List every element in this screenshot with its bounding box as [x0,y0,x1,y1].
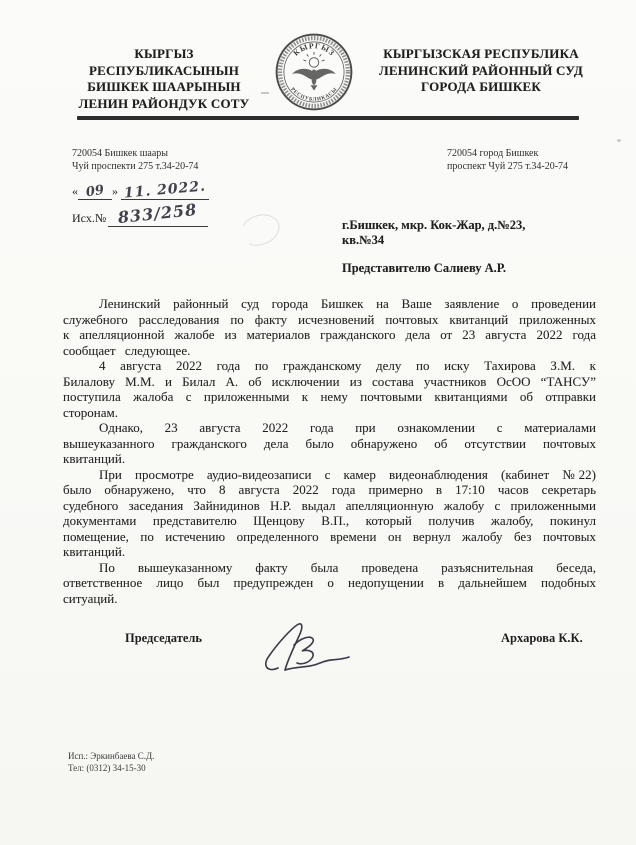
court-address-kyrgyz [72,148,198,173]
seal-top-text: КЫРГЫЗ [291,41,337,58]
scan-speck-dash [261,92,269,94]
body-paragraph: При просмотре аудио-видеозаписи с камер видеонаблюдения (кабинет №22) было обнаружено, что 8 августа 2022 года примерно в 17:10 часов секретарь судебного заседания Зайнидинов Н.Р. выдал апелляционную жалобу с приложенными документами представителю Щенцову В.П., который получив жалобу, покинул помещение, по истечению определенного времени он вернул жалобу без почтовых квитанций. [63,466,596,559]
handwritten-date-day: 09 [84,182,106,201]
recipient-address-line2: кв.№34 [342,232,385,247]
date-day-slot [78,184,112,200]
letterhead-divider-rule [77,116,579,120]
court-address-kyrgyz-line1: 720054 Бишкек шаары [72,148,168,159]
close-guillemet: » [112,184,118,198]
recipient-address-line1: г.Бишкек, мкр. Кок-Жар, д.№23, [342,218,526,232]
outgoing-number-label: Исх.№ [72,211,107,225]
open-guillemet: « [72,184,78,198]
body-paragraph: Однако, 23 августа 2022 года при ознакомлении с материалами вышеуказанного гражданского дела было обнаружено об отсутствии почтовых квитанций. [63,420,596,466]
outgoing-number-line [72,199,208,228]
letter-date-line [72,178,209,202]
court-address-russian-line1: 720054 город Бишкек [447,148,539,159]
letterhead-russian [378,46,584,96]
scan-ring-artifact [236,209,284,251]
handwritten-date-month-year: 11. 2022. [123,178,207,202]
executor-phone: Тел: (0312) 34-15-30 [68,762,146,773]
seal-eagle-icon [292,69,336,91]
scan-speck-dot [617,139,621,142]
court-address-kyrgyz-line2: Чуй проспекти 275 т.34-20-74 [72,160,199,172]
signature-icon [256,618,356,680]
body-paragraph: По вышеуказанному факту была проведена разъяснительная беседа, ответственное лицо был предупрежден о недопущении в дальнейшем подобных ситуаций. [63,559,596,606]
signer-title: Председатель [125,631,203,645]
recipient-address [342,218,582,247]
state-seal-icon [271,31,357,113]
letterhead-kyrgyz-line3: ЛЕНИН РАЙОНДУК СОТУ [78,95,250,111]
handwritten-outgoing-number: 833/258 [117,199,199,228]
outgoing-number-slot [108,199,208,228]
letterhead-kyrgyz-line2: БИШКЕК ШААРЫНЫН [87,79,241,94]
letterhead-russian-line1: КЫРГЫЗСКАЯ РЕСПУБЛИКА [383,46,579,61]
executor-name: Исп.: Эркинбаева С.Д. [68,751,155,761]
signer-name: Архарова К.К. [501,631,583,645]
letterhead-kyrgyz [58,46,270,112]
seal-bottom-text: РЕСПУБЛИКАСЫ [289,86,339,103]
date-rest-slot [121,178,209,202]
letterhead-russian-line3: ГОРОДА БИШКЕК [420,79,542,94]
letter-body [63,296,596,606]
recipient-name: Представителю Салиеву А.Р. [342,261,507,275]
letterhead-russian-line2: ЛЕНИНСКИЙ РАЙОННЫЙ СУД [378,62,583,78]
executor-footer [68,751,154,774]
court-address-russian [447,148,568,173]
court-address-russian-line2: проспект Чуй 275 т.34-20-74 [447,160,569,172]
letterhead-kyrgyz-line1: КЫРГЫЗ РЕСПУБЛИКАСЫНЫН [88,46,240,78]
body-paragraph: 4 августа 2022 года по гражданскому делу по иску Тахирова З.М. к Билалову М.М. и Билал А. об исключении из состава участников ОсОО “ТАНСУ” поступила жалоба с приложенными к нему почтовыми квитанциями об отправки сторонам. [63,358,596,420]
body-paragraph: Ленинский районный суд города Бишкек на Ваше заявление о проведении служебного расследования по факту исчезновений почтовых квитанций приложенных к апелляционной жалобе из материалов гражданского дела от 23 августа 2022 года сообщает следующее. [63,296,596,358]
seal-sun-icon [303,52,324,67]
